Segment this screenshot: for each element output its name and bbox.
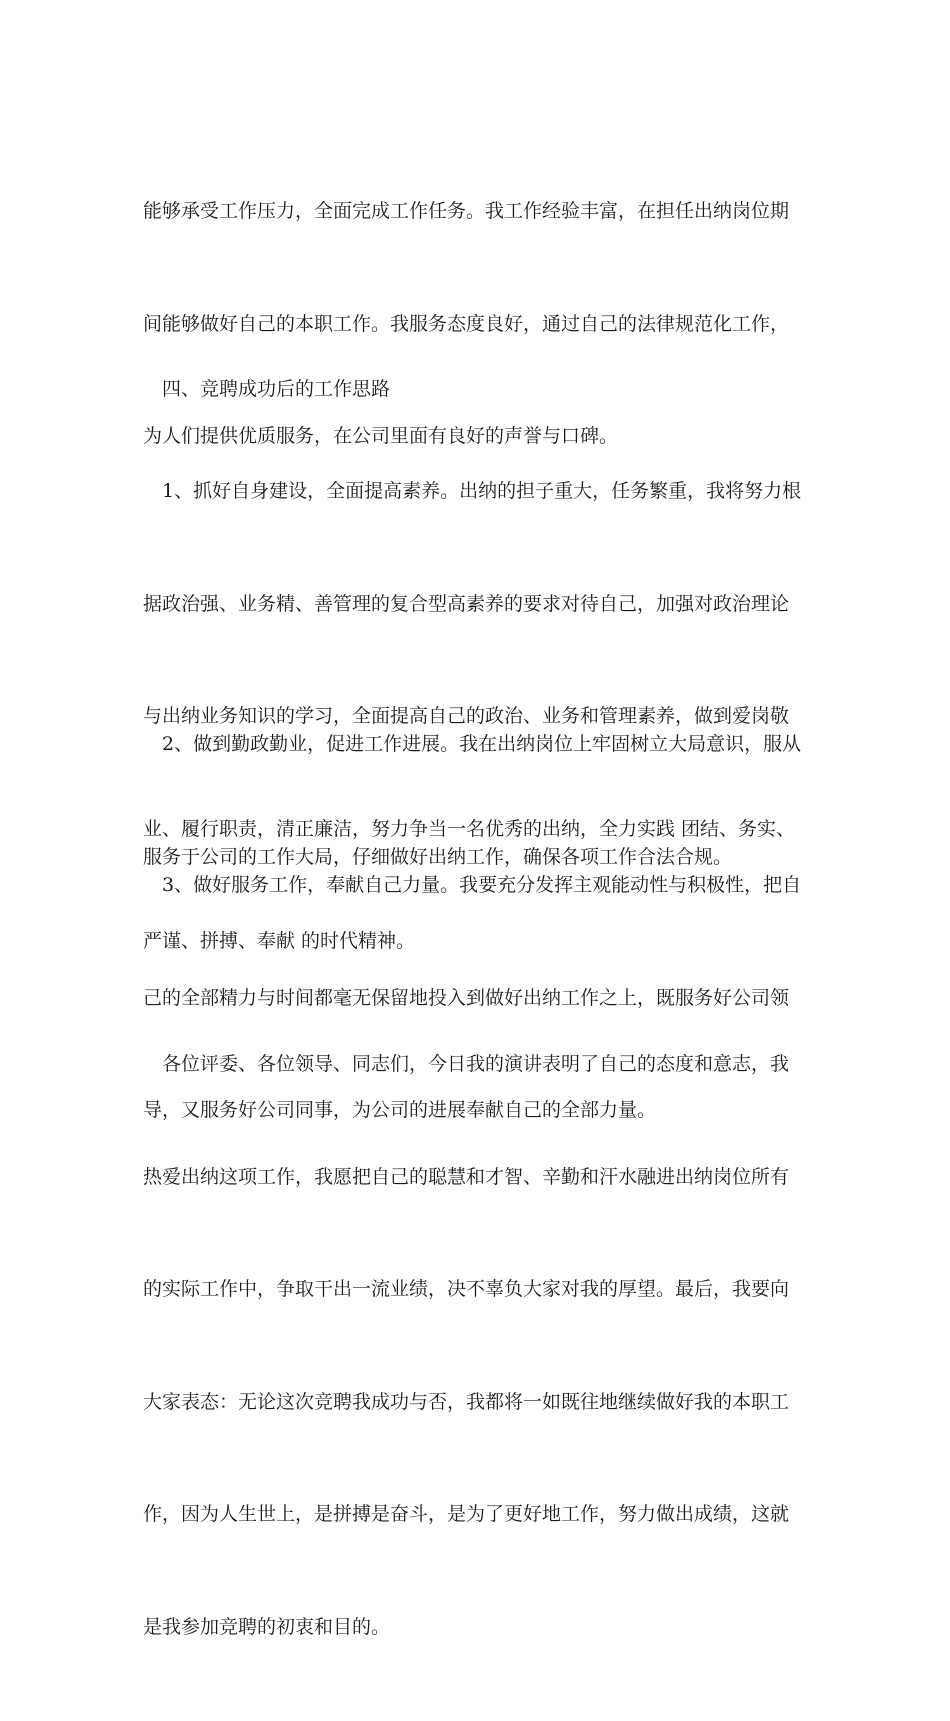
text-line: 为人们提供优质服务，在公司里面有良好的声誉与口碑。 (143, 425, 619, 447)
text-line: 导，又服务好公司同事，为公司的进展奉献自己的全部力量。 (143, 1099, 657, 1121)
text-line: 1、抓好自身建设，全面提高素养。出纳的担子重大，任务繁重，我将努力根 (143, 480, 802, 502)
text-line: 热爱出纳这项工作，我愿把自己的聪慧和才智、辛勤和汗水融进出纳岗位所有 (143, 1165, 790, 1188)
text-line: 3、做好服务工作，奉献自己力量。我要充分发挥主观能动性与积极性，把自 (143, 874, 802, 896)
text-line: 己的全部精力与时间都毫无保留地投入到做好出纳工作之上，既服务好公司领 (143, 986, 790, 1009)
text-line: 服务于公司的工作大局，仔细做好出纳工作，确保各项工作合法合规。 (143, 845, 733, 868)
text-line: 作，因为人生世上，是拼搏是奋斗，是为了更好地工作，努力做出成绩，这就 (143, 1503, 790, 1525)
text-line: 能够承受工作压力，全面完成工作任务。我工作经验丰富，在担任出纳岗位期 (143, 200, 790, 222)
text-line: 的实际工作中，争取干出一流业绩，决不辜负大家对我的厚望。最后，我要向 (143, 1278, 790, 1300)
text-line: 2、做到勤政勤业，促进工作进展。我在出纳岗位上牢固树立大局意识，服从 (143, 733, 802, 755)
heading-text: 四、竞聘成功后的工作思路 (143, 378, 391, 400)
text-line: 大家表态：无论这次竞聘我成功与否，我都将一如既往地继续做好我的本职工 (143, 1390, 790, 1413)
text-line: 据政治强、业务精、善管理的复合型高素养的要求对待自己，加强对政治理论 (143, 592, 790, 615)
text-line: 严谨、拼搏、奉献 的时代精神。 (143, 930, 416, 952)
text-line: 与出纳业务知识的学习，全面提高自己的政治、业务和管理素养，做到爱岗敬 (143, 705, 790, 727)
paragraph-closing (143, 971, 823, 1721)
text-line: 是我参加竞聘的初衷和目的。 (143, 1615, 391, 1638)
text-line: 业、履行职责，清正廉洁，努力争当一名优秀的出纳，全力实践 团结、务实、 (143, 817, 796, 840)
text-line: 间能够做好自己的本职工作。我服务态度良好，通过自己的法律规范化工作， (143, 312, 790, 335)
text-line: 各位评委、各位领导、同志们，今日我的演讲表明了自己的态度和意志，我 (143, 1053, 790, 1075)
